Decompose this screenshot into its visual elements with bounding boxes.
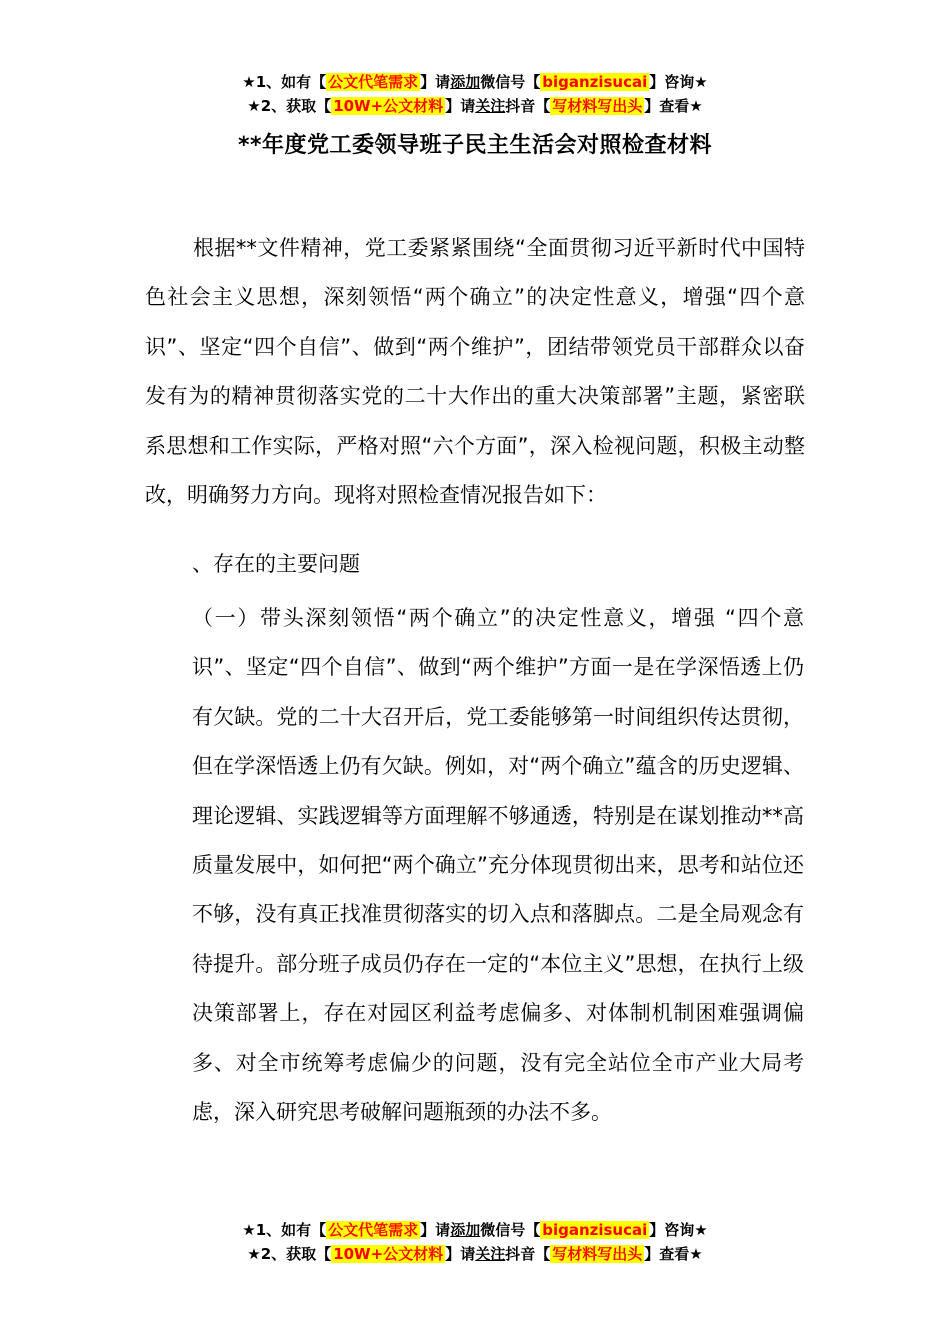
top-banner	[0, 70, 950, 118]
banner-emphasis: 添加	[450, 1221, 481, 1239]
banner-line-2	[0, 94, 950, 118]
banner-douyin-id: 写材料写出头	[552, 97, 643, 115]
banner-text: 】咨询★	[649, 1221, 708, 1239]
banner-text: 】请	[445, 97, 476, 115]
banner-text: 抖音【	[505, 97, 551, 115]
banner-line-1	[0, 1218, 950, 1242]
bottom-banner	[0, 1218, 950, 1266]
banner-line-1	[0, 70, 950, 94]
banner-text: 】查看★	[644, 97, 703, 115]
banner-highlight: 10W+公文材料	[333, 1245, 444, 1263]
banner-douyin-id: 写材料写出头	[552, 1245, 643, 1263]
banner-highlight: 公文代笔需求	[328, 1221, 419, 1239]
banner-text: 微信号【	[480, 1221, 541, 1239]
banner-text: 】请	[445, 1245, 476, 1263]
banner-text: 微信号【	[480, 73, 541, 91]
banner-emphasis: 关注	[475, 1245, 506, 1263]
banner-wechat-id: biganzisucai	[542, 73, 648, 91]
banner-highlight: 公文代笔需求	[328, 73, 419, 91]
banner-text: 】咨询★	[649, 73, 708, 91]
banner-line-2	[0, 1242, 950, 1266]
banner-text: 】请	[420, 73, 451, 91]
banner-text: ★2、获取【	[247, 1245, 332, 1263]
document-title: **年度党工委领导班子民主生活会对照检查材料	[237, 133, 712, 158]
banner-text: 抖音【	[505, 1245, 551, 1263]
banner-emphasis: 关注	[475, 97, 506, 115]
banner-text: 】查看★	[644, 1245, 703, 1263]
banner-text: ★1、如有【	[242, 1221, 327, 1239]
banner-highlight: 10W+公文材料	[333, 97, 444, 115]
banner-text: ★2、获取【	[247, 97, 332, 115]
intro-paragraph: 根据**文件精神，党工委紧紧围绕“全面贯彻习近平新时代中国特色社会主义思想，深刻领悟“两个确立”的决定性意义，增强“四个意识”、坚定“四个自信”、做到“两个维护”，团结带领党员干部群众以奋发有为的精神贯彻落实党的二十大作出的重大决策部署”主题，紧密联系思想和工作实际，严格对照“六个方面”，深入检视问题，积极主动整改，明确努力方向。现将对照检查情况报告如下：	[145, 236, 805, 508]
banner-wechat-id: biganzisucai	[542, 1221, 648, 1239]
section-1-paragraph: （一）带头深刻领悟“两个确立”的决定性意义，增强 “四个意识”、坚定“四个自信”、做到“两个维护”方面一是在学深悟透上仍有欠缺。党的二十大召开后，党工委能够第一时间组织传达贯彻，但在学深悟透上仍有欠缺。例如，对“两个确立”蕴含的历史逻辑、理论逻辑、实践逻辑等方面理解不够通透，特别是在谋划推动**高质量发展中，如何把“两个确立”充分体现贯彻出来，思考和站位还不够，没有真正找准贯彻落实的切入点和落脚点。二是全局观念有待提升。部分班子成员仍存在一定的“本位主义”思想，在执行上级决策部署上，存在对园区利益考虑偏多、对体制机制困难强调偏多、对全市统筹考虑偏少的问题，没有完全站位全市产业大局考虑，深入研究思考破解问题瓶颈的办法不多。	[192, 606, 804, 1125]
banner-text: ★1、如有【	[242, 73, 327, 91]
banner-text: 】请	[420, 1221, 451, 1239]
banner-emphasis: 添加	[450, 73, 481, 91]
section-heading: 、存在的主要问题	[192, 552, 360, 576]
